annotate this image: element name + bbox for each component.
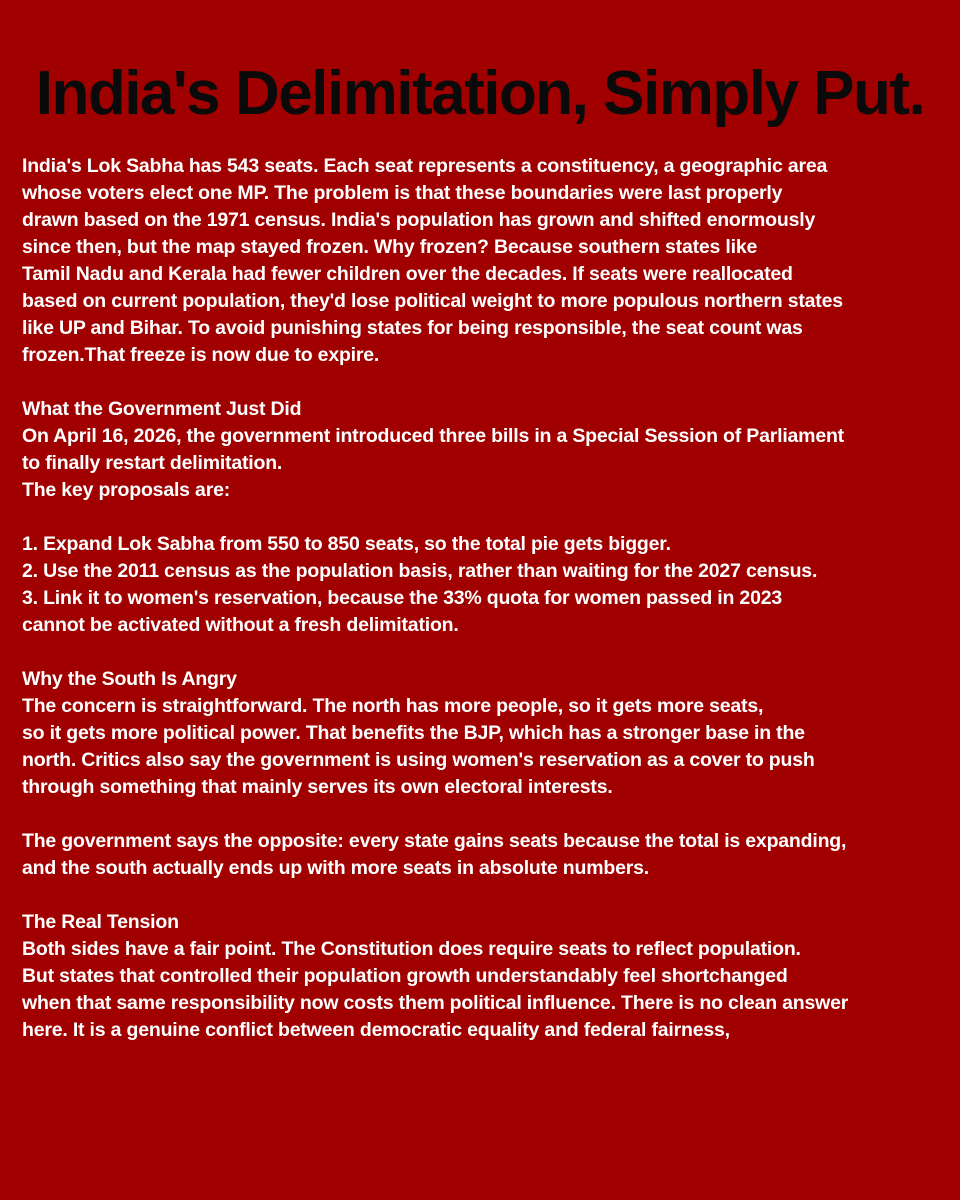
- tension-section: [22, 909, 942, 1044]
- text-line: India's Lok Sabha has 543 seats. Each seat represents a constituency, a geographic area: [22, 155, 828, 177]
- spacer: [22, 882, 942, 909]
- text-line: On April 16, 2026, the government introduced three bills in a Special Session of Parliament: [22, 425, 844, 447]
- section-heading: What the Government Just Did: [22, 398, 302, 420]
- text-line: since then, but the map stayed frozen. Why frozen? Because southern states like: [22, 236, 758, 258]
- proposal-item: 2. Use the 2011 census as the population basis, rather than waiting for the 2027 census.: [22, 560, 818, 582]
- south-section: [22, 666, 942, 882]
- text-line: Tamil Nadu and Kerala had fewer children over the decades. If seats were reallocated: [22, 263, 793, 285]
- text-line: north. Critics also say the government is using women's reservation as a cover to push: [22, 749, 815, 771]
- section-heading: The Real Tension: [22, 911, 179, 933]
- text-line: based on current population, they'd lose political weight to more populous northern states: [22, 290, 843, 312]
- government-section: [22, 396, 942, 639]
- text-line: and the south actually ends up with more seats in absolute numbers.: [22, 857, 649, 879]
- spacer: [22, 504, 942, 531]
- text-line: But states that controlled their population growth understandably feel shortchanged: [22, 965, 788, 987]
- text-line: to finally restart delimitation.: [22, 452, 283, 474]
- text-line: whose voters elect one MP. The problem is that these boundaries were last properly: [22, 182, 783, 204]
- text-line: here. It is a genuine conflict between democratic equality and federal fairness,: [22, 1019, 730, 1041]
- section-heading: Why the South Is Angry: [22, 668, 237, 690]
- intro-paragraph: [22, 153, 942, 369]
- text-line: so it gets more political power. That benefits the BJP, which has a stronger base in the: [22, 722, 805, 744]
- spacer: [22, 639, 942, 666]
- text-line: frozen.That freeze is now due to expire.: [22, 344, 380, 366]
- text-line: through something that mainly serves its own electoral interests.: [22, 776, 613, 798]
- text-line: like UP and Bihar. To avoid punishing states for being responsible, the seat count was: [22, 317, 803, 339]
- proposal-item: 3. Link it to women's reservation, because the 33% quota for women passed in 2023: [22, 587, 783, 609]
- proposal-item: cannot be activated without a fresh delimitation.: [22, 614, 459, 636]
- text-line: drawn based on the 1971 census. India's population has grown and shifted enormously: [22, 209, 816, 231]
- text-line: The government says the opposite: every state gains seats because the total is expanding,: [22, 830, 847, 852]
- text-line: when that same responsibility now costs them political influence. There is no clean answer: [22, 992, 849, 1014]
- spacer: [22, 801, 942, 828]
- text-line: The key proposals are:: [22, 479, 231, 501]
- text-line: The concern is straightforward. The north has more people, so it gets more seats,: [22, 695, 764, 717]
- article-body: [22, 153, 942, 1044]
- page-title: India's Delimitation, Simply Put.: [35, 59, 925, 128]
- spacer: [22, 369, 942, 396]
- text-line: Both sides have a fair point. The Constitution does require seats to reflect population.: [22, 938, 801, 960]
- proposal-item: 1. Expand Lok Sabha from 550 to 850 seats, so the total pie gets bigger.: [22, 533, 671, 555]
